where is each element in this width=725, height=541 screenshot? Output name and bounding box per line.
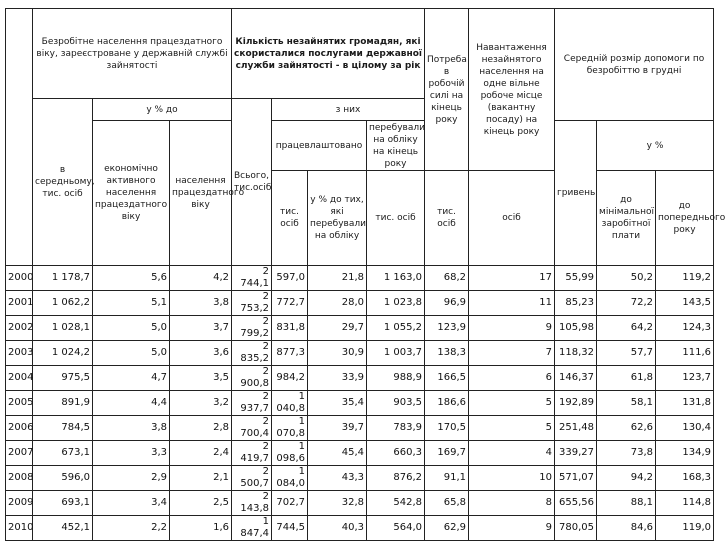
value-cell-c10: 192,89	[555, 391, 597, 416]
value-cell-c5: 877,3	[272, 341, 308, 366]
value-cell-c4: 2 799,2	[232, 316, 272, 341]
value-cell-c1: 891,9	[33, 391, 93, 416]
header-total-thous: Всього, тис.осіб	[232, 99, 272, 266]
value-cell-c11: 88,1	[597, 491, 656, 516]
value-cell-c1: 975,5	[33, 366, 93, 391]
value-cell-c11: 64,2	[597, 316, 656, 341]
value-cell-c10: 146,37	[555, 366, 597, 391]
value-cell-c3: 3,7	[170, 316, 232, 341]
value-cell-c3: 2,4	[170, 441, 232, 466]
value-cell-c4: 1 847,4	[232, 516, 272, 541]
value-cell-c10: 655,56	[555, 491, 597, 516]
value-cell-c11: 62,6	[597, 416, 656, 441]
value-cell-c6: 43,3	[308, 466, 367, 491]
value-cell-c5: 1 084,0	[272, 466, 308, 491]
header-load-per-vacancy: Навантаження незайнятого населення на одне вільне робоче місце (вакантну посаду) на кінець року	[469, 9, 555, 171]
header-pct-to: у % до	[93, 99, 232, 121]
value-cell-c4: 2 143,8	[232, 491, 272, 516]
year-cell: 2006	[6, 416, 33, 441]
value-cell-c4: 2 500,7	[232, 466, 272, 491]
header-to-prev-year: до попереднього року	[656, 171, 714, 266]
header-load-persons: осіб	[469, 171, 555, 266]
value-cell-c7: 876,2	[367, 466, 425, 491]
value-cell-c9: 17	[469, 266, 555, 291]
value-cell-c12: 123,7	[656, 366, 714, 391]
value-cell-c4: 2 419,7	[232, 441, 272, 466]
value-cell-c6: 29,7	[308, 316, 367, 341]
value-cell-c1: 693,1	[33, 491, 93, 516]
header-services-group: Кількість незайнятих громадян, які скористалися послугами державної служби зайнятості - в цілому за рік	[232, 9, 425, 99]
value-cell-c1: 784,5	[33, 416, 93, 441]
value-cell-c10: 105,98	[555, 316, 597, 341]
value-cell-c4: 2 700,4	[232, 416, 272, 441]
year-cell: 2010	[6, 516, 33, 541]
value-cell-c11: 50,2	[597, 266, 656, 291]
value-cell-c1: 1 178,7	[33, 266, 93, 291]
value-cell-c8: 91,1	[425, 466, 469, 491]
value-cell-c12: 131,8	[656, 391, 714, 416]
value-cell-c5: 702,7	[272, 491, 308, 516]
value-cell-c1: 1 028,1	[33, 316, 93, 341]
value-cell-c9: 11	[469, 291, 555, 316]
table-row	[6, 416, 714, 441]
value-cell-c9: 5	[469, 391, 555, 416]
value-cell-c4: 2 937,7	[232, 391, 272, 416]
value-cell-c1: 1 062,2	[33, 291, 93, 316]
value-cell-c12: 134,9	[656, 441, 714, 466]
value-cell-c2: 5,0	[93, 316, 170, 341]
year-cell: 2000	[6, 266, 33, 291]
value-cell-c8: 96,9	[425, 291, 469, 316]
value-cell-c2: 2,9	[93, 466, 170, 491]
value-cell-c7: 783,9	[367, 416, 425, 441]
value-cell-c7: 1 163,0	[367, 266, 425, 291]
value-cell-c2: 3,3	[93, 441, 170, 466]
value-cell-c9: 4	[469, 441, 555, 466]
value-cell-c1: 1 024,2	[33, 341, 93, 366]
value-cell-c5: 984,2	[272, 366, 308, 391]
value-cell-c11: 73,8	[597, 441, 656, 466]
value-cell-c6: 28,0	[308, 291, 367, 316]
value-cell-c6: 32,8	[308, 491, 367, 516]
value-cell-c7: 1 003,7	[367, 341, 425, 366]
value-cell-c11: 61,8	[597, 366, 656, 391]
value-cell-c10: 571,07	[555, 466, 597, 491]
value-cell-c7: 660,3	[367, 441, 425, 466]
year-cell: 2004	[6, 366, 33, 391]
year-cell: 2002	[6, 316, 33, 341]
table-row	[6, 316, 714, 341]
value-cell-c2: 2,2	[93, 516, 170, 541]
value-cell-c10: 251,48	[555, 416, 597, 441]
value-cell-c11: 94,2	[597, 466, 656, 491]
header-pct: у %	[597, 121, 714, 171]
value-cell-c9: 7	[469, 341, 555, 366]
value-cell-c2: 5,0	[93, 341, 170, 366]
year-cell: 2007	[6, 441, 33, 466]
header-of-them: з них	[272, 99, 425, 121]
value-cell-c8: 138,3	[425, 341, 469, 366]
value-cell-c11: 84,6	[597, 516, 656, 541]
value-cell-c3: 1,6	[170, 516, 232, 541]
header-to-min-wage: до мінімальної заробітної плати	[597, 171, 656, 266]
value-cell-c2: 5,1	[93, 291, 170, 316]
value-cell-c12: 130,4	[656, 416, 714, 441]
value-cell-c12: 111,6	[656, 341, 714, 366]
header-employed-thous: тис. осіб	[272, 171, 308, 266]
year-cell: 2003	[6, 341, 33, 366]
value-cell-c6: 30,9	[308, 341, 367, 366]
header-unemployed-group: Безробітне населення працездатного віку, зареєстроване у державній службі зайнятості	[33, 9, 232, 99]
value-cell-c1: 452,1	[33, 516, 93, 541]
value-cell-c2: 3,8	[93, 416, 170, 441]
value-cell-c3: 4,2	[170, 266, 232, 291]
value-cell-c12: 119,0	[656, 516, 714, 541]
header-need-workforce: Потреба в робочій силі на кінець року	[425, 9, 469, 171]
value-cell-c9: 6	[469, 366, 555, 391]
value-cell-c8: 68,2	[425, 266, 469, 291]
value-cell-c9: 9	[469, 516, 555, 541]
value-cell-c12: 124,3	[656, 316, 714, 341]
value-cell-c10: 780,05	[555, 516, 597, 541]
value-cell-c2: 4,7	[93, 366, 170, 391]
table-header	[6, 9, 725, 266]
table-row	[6, 441, 714, 466]
value-cell-c2: 3,4	[93, 491, 170, 516]
value-cell-c4: 2 753,2	[232, 291, 272, 316]
value-cell-c9: 5	[469, 416, 555, 441]
value-cell-c5: 1 040,8	[272, 391, 308, 416]
header-hryvnia: гривень	[555, 121, 597, 266]
value-cell-c12: 168,3	[656, 466, 714, 491]
table-row	[6, 291, 714, 316]
value-cell-c9: 9	[469, 316, 555, 341]
value-cell-c7: 564,0	[367, 516, 425, 541]
year-cell: 2009	[6, 491, 33, 516]
value-cell-c4: 2 744,1	[232, 266, 272, 291]
value-cell-c10: 118,32	[555, 341, 597, 366]
value-cell-c12: 119,2	[656, 266, 714, 291]
value-cell-c6: 39,7	[308, 416, 367, 441]
value-cell-c4: 2 900,8	[232, 366, 272, 391]
table-row	[6, 341, 714, 366]
value-cell-c2: 4,4	[93, 391, 170, 416]
header-pct-econ-active: економічно активного населення працездатного віку	[93, 121, 170, 266]
header-registered-end: перебували на обліку на кінець року	[367, 121, 425, 171]
corner-cell	[6, 9, 33, 266]
value-cell-c11: 57,7	[597, 341, 656, 366]
value-cell-c6: 21,8	[308, 266, 367, 291]
value-cell-c3: 3,6	[170, 341, 232, 366]
value-cell-c7: 1 023,8	[367, 291, 425, 316]
value-cell-c5: 744,5	[272, 516, 308, 541]
value-cell-c5: 597,0	[272, 266, 308, 291]
value-cell-c11: 72,2	[597, 291, 656, 316]
value-cell-c8: 65,8	[425, 491, 469, 516]
table-row	[6, 266, 714, 291]
table-body	[6, 266, 714, 541]
value-cell-c5: 1 070,8	[272, 416, 308, 441]
value-cell-c10: 55,99	[555, 266, 597, 291]
value-cell-c12: 143,5	[656, 291, 714, 316]
unemployment-stats-table	[5, 8, 725, 541]
value-cell-c8: 186,6	[425, 391, 469, 416]
table-row	[6, 516, 714, 541]
value-cell-c3: 3,8	[170, 291, 232, 316]
table-row	[6, 466, 714, 491]
value-cell-c10: 85,23	[555, 291, 597, 316]
table-row	[6, 366, 714, 391]
value-cell-c8: 166,5	[425, 366, 469, 391]
value-cell-c6: 35,4	[308, 391, 367, 416]
value-cell-c7: 903,5	[367, 391, 425, 416]
year-cell: 2001	[6, 291, 33, 316]
year-cell: 2005	[6, 391, 33, 416]
value-cell-c8: 62,9	[425, 516, 469, 541]
table-row	[6, 391, 714, 416]
value-cell-c5: 1 098,6	[272, 441, 308, 466]
value-cell-c4: 2 835,2	[232, 341, 272, 366]
value-cell-c5: 831,8	[272, 316, 308, 341]
value-cell-c6: 33,9	[308, 366, 367, 391]
value-cell-c3: 3,5	[170, 366, 232, 391]
value-cell-c7: 542,8	[367, 491, 425, 516]
value-cell-c9: 10	[469, 466, 555, 491]
header-registered-thous: тис. осіб	[367, 171, 425, 266]
value-cell-c9: 8	[469, 491, 555, 516]
header-employed: працевлаштовано	[272, 121, 367, 171]
header-avg-per-month: в середньому, тис. осіб	[33, 99, 93, 266]
value-cell-c3: 2,5	[170, 491, 232, 516]
value-cell-c7: 988,9	[367, 366, 425, 391]
value-cell-c5: 772,7	[272, 291, 308, 316]
value-cell-c10: 339,27	[555, 441, 597, 466]
value-cell-c3: 3,2	[170, 391, 232, 416]
value-cell-c3: 2,8	[170, 416, 232, 441]
year-cell: 2008	[6, 466, 33, 491]
value-cell-c8: 123,9	[425, 316, 469, 341]
value-cell-c8: 169,7	[425, 441, 469, 466]
header-pct-working-age: населення працездатного віку	[170, 121, 232, 266]
value-cell-c1: 596,0	[33, 466, 93, 491]
value-cell-c2: 5,6	[93, 266, 170, 291]
value-cell-c1: 673,1	[33, 441, 93, 466]
header-pct-of-registered: у % до тих, які перебували на обліку	[308, 171, 367, 266]
value-cell-c6: 45,4	[308, 441, 367, 466]
value-cell-c3: 2,1	[170, 466, 232, 491]
table-row	[6, 491, 714, 516]
value-cell-c11: 58,1	[597, 391, 656, 416]
value-cell-c12: 114,8	[656, 491, 714, 516]
value-cell-c7: 1 055,2	[367, 316, 425, 341]
value-cell-c6: 40,3	[308, 516, 367, 541]
header-need-thous: тис. осіб	[425, 171, 469, 266]
value-cell-c8: 170,5	[425, 416, 469, 441]
header-avg-benefit: Середній розмір допомоги по безробіттю в грудні	[555, 9, 714, 121]
